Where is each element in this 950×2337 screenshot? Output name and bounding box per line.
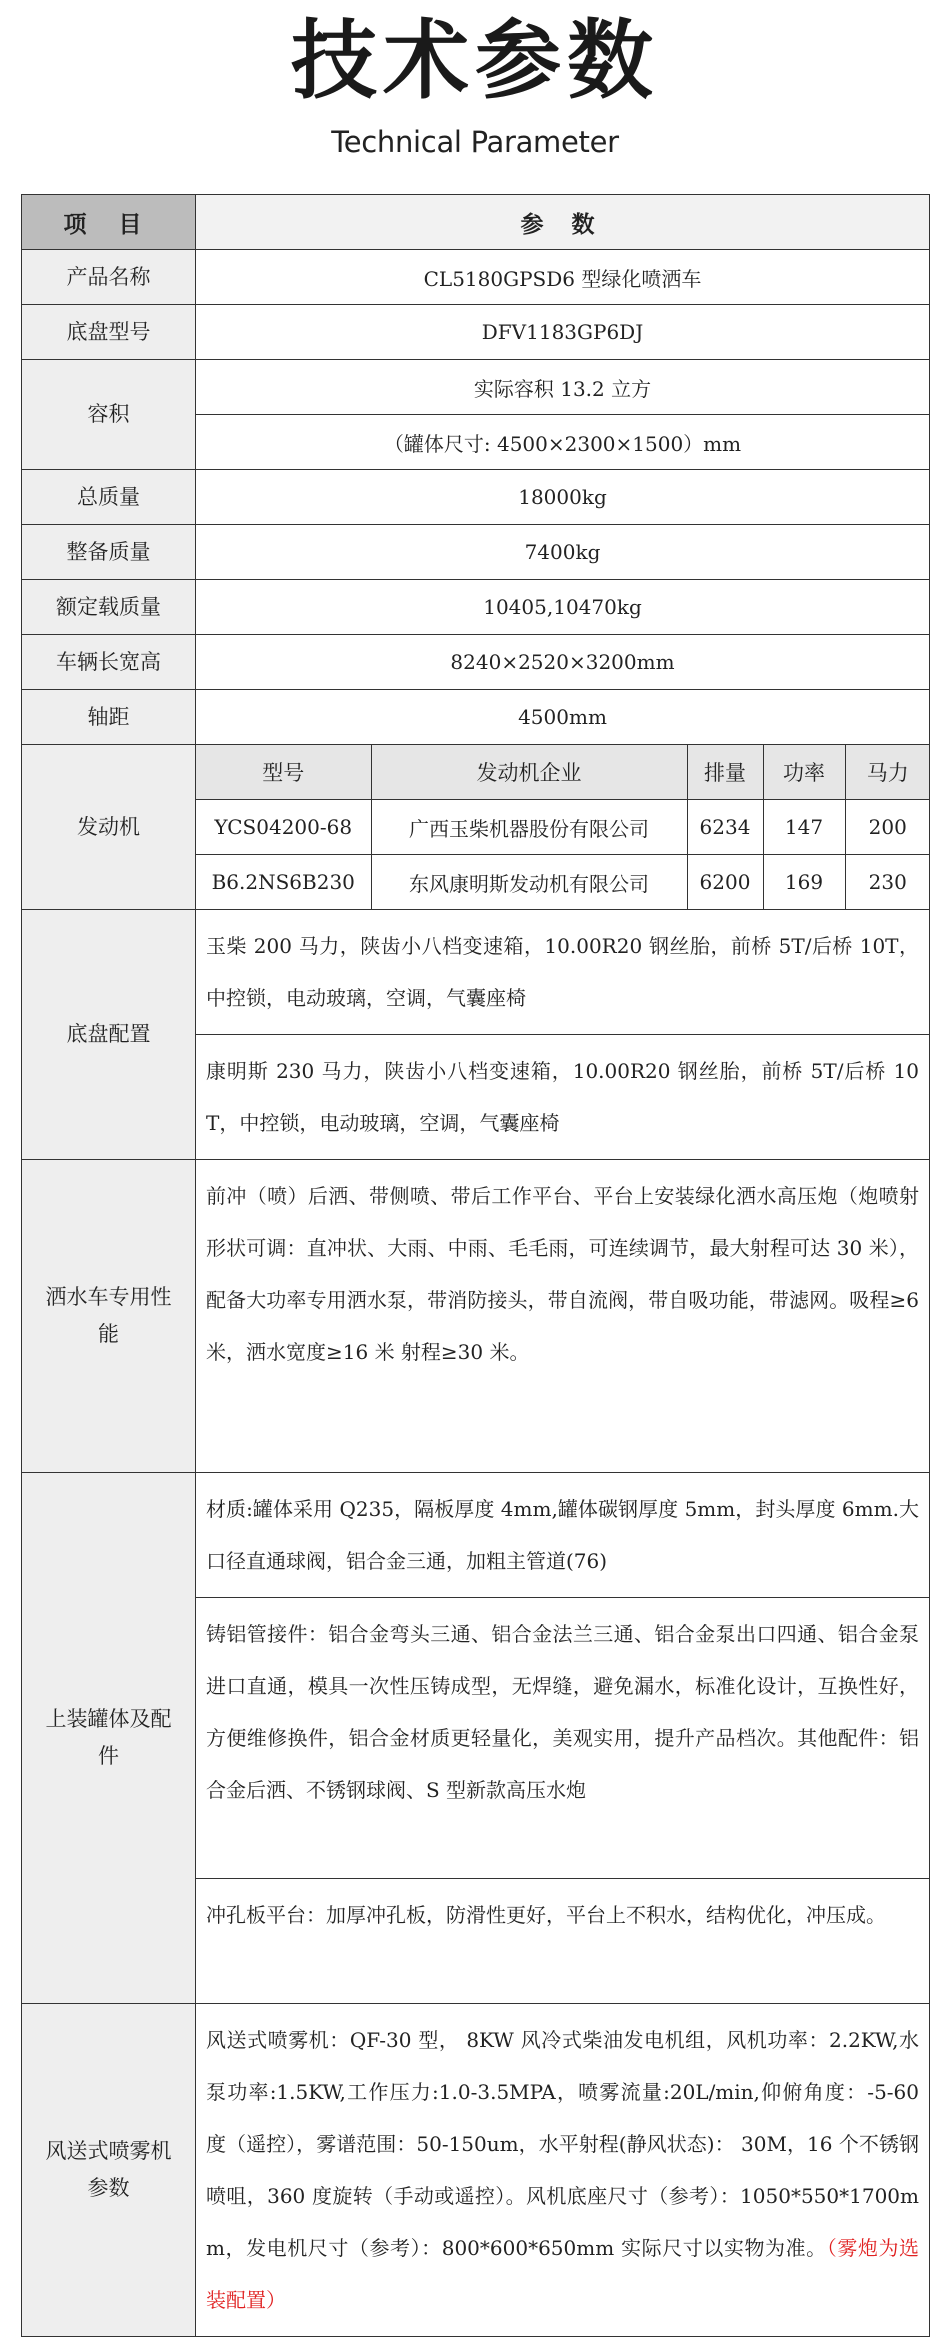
row-sprinkler-performance	[22, 1160, 930, 1473]
page-title: 技术参数	[291, 11, 659, 111]
value-total-mass: 18000kg	[196, 470, 930, 525]
value-dimensions: 8240×2520×3200mm	[196, 635, 930, 690]
engine-displacement: 6200	[687, 855, 763, 910]
tank-platform-text: 冲孔板平台：加厚冲孔板，防滑性更好，平台上不积水，结构优化，冲压成。	[196, 1879, 930, 2004]
row-curb-mass	[22, 525, 930, 580]
label-curb-mass: 整备质量	[22, 525, 196, 580]
value-wheelbase: 4500mm	[196, 690, 930, 745]
label-chassis-config: 底盘配置	[22, 910, 196, 1160]
engine-col-power: 功率	[763, 745, 845, 800]
value-curb-mass: 7400kg	[196, 525, 930, 580]
label-dimensions: 车辆长宽高	[22, 635, 196, 690]
engine-row	[196, 800, 930, 855]
value-product-name: CL5180GPSD6 型绿化喷洒车	[196, 250, 930, 305]
engine-power: 147	[763, 800, 845, 855]
fog-cannon-text: 风送式喷雾机：QF-30 型， 8KW 风冷式柴油发电机组，风机功率：2.2KW,水泵功率:1.5KW,工作压力:1.0-3.5MPA，喷雾流量:20L/min,仰俯角度：-5-60 度（遥控），雾谱范围：50-150um，水平射程(静风状态)： 30M，16 个不锈钢喷咀，360 度旋转（手动或遥控）。风机底座尺寸（参考）：1050*550*1700mm，发电机尺寸（参考）：800*600*650mm 实际尺寸以实物为准。	[206, 2028, 919, 2260]
row-fog-cannon	[22, 2004, 930, 2337]
page-subtitle: Technical Parameter	[331, 125, 619, 159]
engine-maker: 东风康明斯发动机有限公司	[371, 855, 687, 910]
label-product-name: 产品名称	[22, 250, 196, 305]
chassis-config-cummins: 康明斯 230 马力，陕齿小八档变速箱，10.00R20 钢丝胎，前桥 5T/后桥 10T，中控锁，电动玻璃，空调，气囊座椅	[196, 1035, 930, 1160]
spec-table	[21, 194, 930, 2337]
header-row	[22, 195, 930, 250]
row-engine	[22, 745, 930, 910]
value-chassis-model: DFV1183GP6DJ	[196, 305, 930, 360]
label-sprinkler-performance: 洒水车专用性能	[22, 1160, 196, 1473]
value-rated-load: 10405,10470kg	[196, 580, 930, 635]
engine-header-row	[196, 745, 930, 800]
chassis-config-yuchai: 玉柴 200 马力，陕齿小八档变速箱，10.00R20 钢丝胎，前桥 5T/后桥 10T，中控锁，电动玻璃，空调，气囊座椅	[196, 910, 930, 1035]
row-product-name	[22, 250, 930, 305]
engine-table	[196, 745, 930, 909]
label-tank-parts: 上装罐体及配件	[22, 1473, 196, 2004]
row-volume-1	[22, 360, 930, 415]
engine-col-displacement: 排量	[687, 745, 763, 800]
row-rated-load	[22, 580, 930, 635]
sprinkler-performance-text: 前冲（喷）后洒、带侧喷、带后工作平台、平台上安装绿化洒水高压炮（炮喷射形状可调：直冲状、大雨、中雨、毛毛雨，可连续调节，最大射程可达 30 米），配备大功率专用洒水泵，带消防接头，带自流阀，带自吸功能，带滤网。吸程≥6 米，洒水宽度≥16 米 射程≥30 米。	[196, 1160, 930, 1473]
tank-material-text: 材质:罐体采用 Q235，隔板厚度 4mm,罐体碳钢厚度 5mm，封头厚度 6mm.大口径直通球阀，铝合金三通，加粗主管道(76)	[196, 1473, 930, 1598]
row-chassis-model	[22, 305, 930, 360]
engine-model: B6.2NS6B230	[196, 855, 371, 910]
row-dimensions	[22, 635, 930, 690]
engine-col-maker: 发动机企业	[371, 745, 687, 800]
engine-col-horsepower: 马力	[845, 745, 930, 800]
engine-horsepower: 200	[845, 800, 930, 855]
engine-cell	[196, 745, 930, 910]
engine-power: 169	[763, 855, 845, 910]
engine-maker: 广西玉柴机器股份有限公司	[371, 800, 687, 855]
label-fog-cannon: 风送式喷雾机参数	[22, 2004, 196, 2337]
engine-col-model: 型号	[196, 745, 371, 800]
row-chassis-config-1	[22, 910, 930, 1035]
label-rated-load: 额定载质量	[22, 580, 196, 635]
tank-fittings-text: 铸铝管接件：铝合金弯头三通、铝合金法兰三通、铝合金泵出口四通、铝合金泵进口直通，模具一次性压铸成型，无焊缝，避免漏水，标准化设计，互换性好，方便维修换件，铝合金材质更轻量化，美观实用，提升产品档次。其他配件：铝合金后洒、不锈钢球阀、S 型新款高压水炮	[196, 1598, 930, 1879]
engine-horsepower: 230	[845, 855, 930, 910]
row-total-mass	[22, 470, 930, 525]
engine-displacement: 6234	[687, 800, 763, 855]
row-wheelbase	[22, 690, 930, 745]
label-total-mass: 总质量	[22, 470, 196, 525]
value-volume-actual: 实际容积 13.2 立方	[196, 360, 930, 415]
label-engine: 发动机	[22, 745, 196, 910]
label-volume: 容积	[22, 360, 196, 470]
label-wheelbase: 轴距	[22, 690, 196, 745]
header-item: 项 目	[22, 195, 196, 250]
row-tank-parts-1	[22, 1473, 930, 1598]
value-volume-tank-size: （罐体尺寸: 4500×2300×1500）mm	[196, 415, 930, 470]
label-chassis-model: 底盘型号	[22, 305, 196, 360]
engine-row	[196, 855, 930, 910]
header-param: 参 数	[196, 195, 930, 250]
fog-cannon-cell	[196, 2004, 930, 2337]
fog-cannon-optional-note: （雾炮为选装配置）	[206, 2236, 920, 2312]
engine-model: YCS04200-68	[196, 800, 371, 855]
